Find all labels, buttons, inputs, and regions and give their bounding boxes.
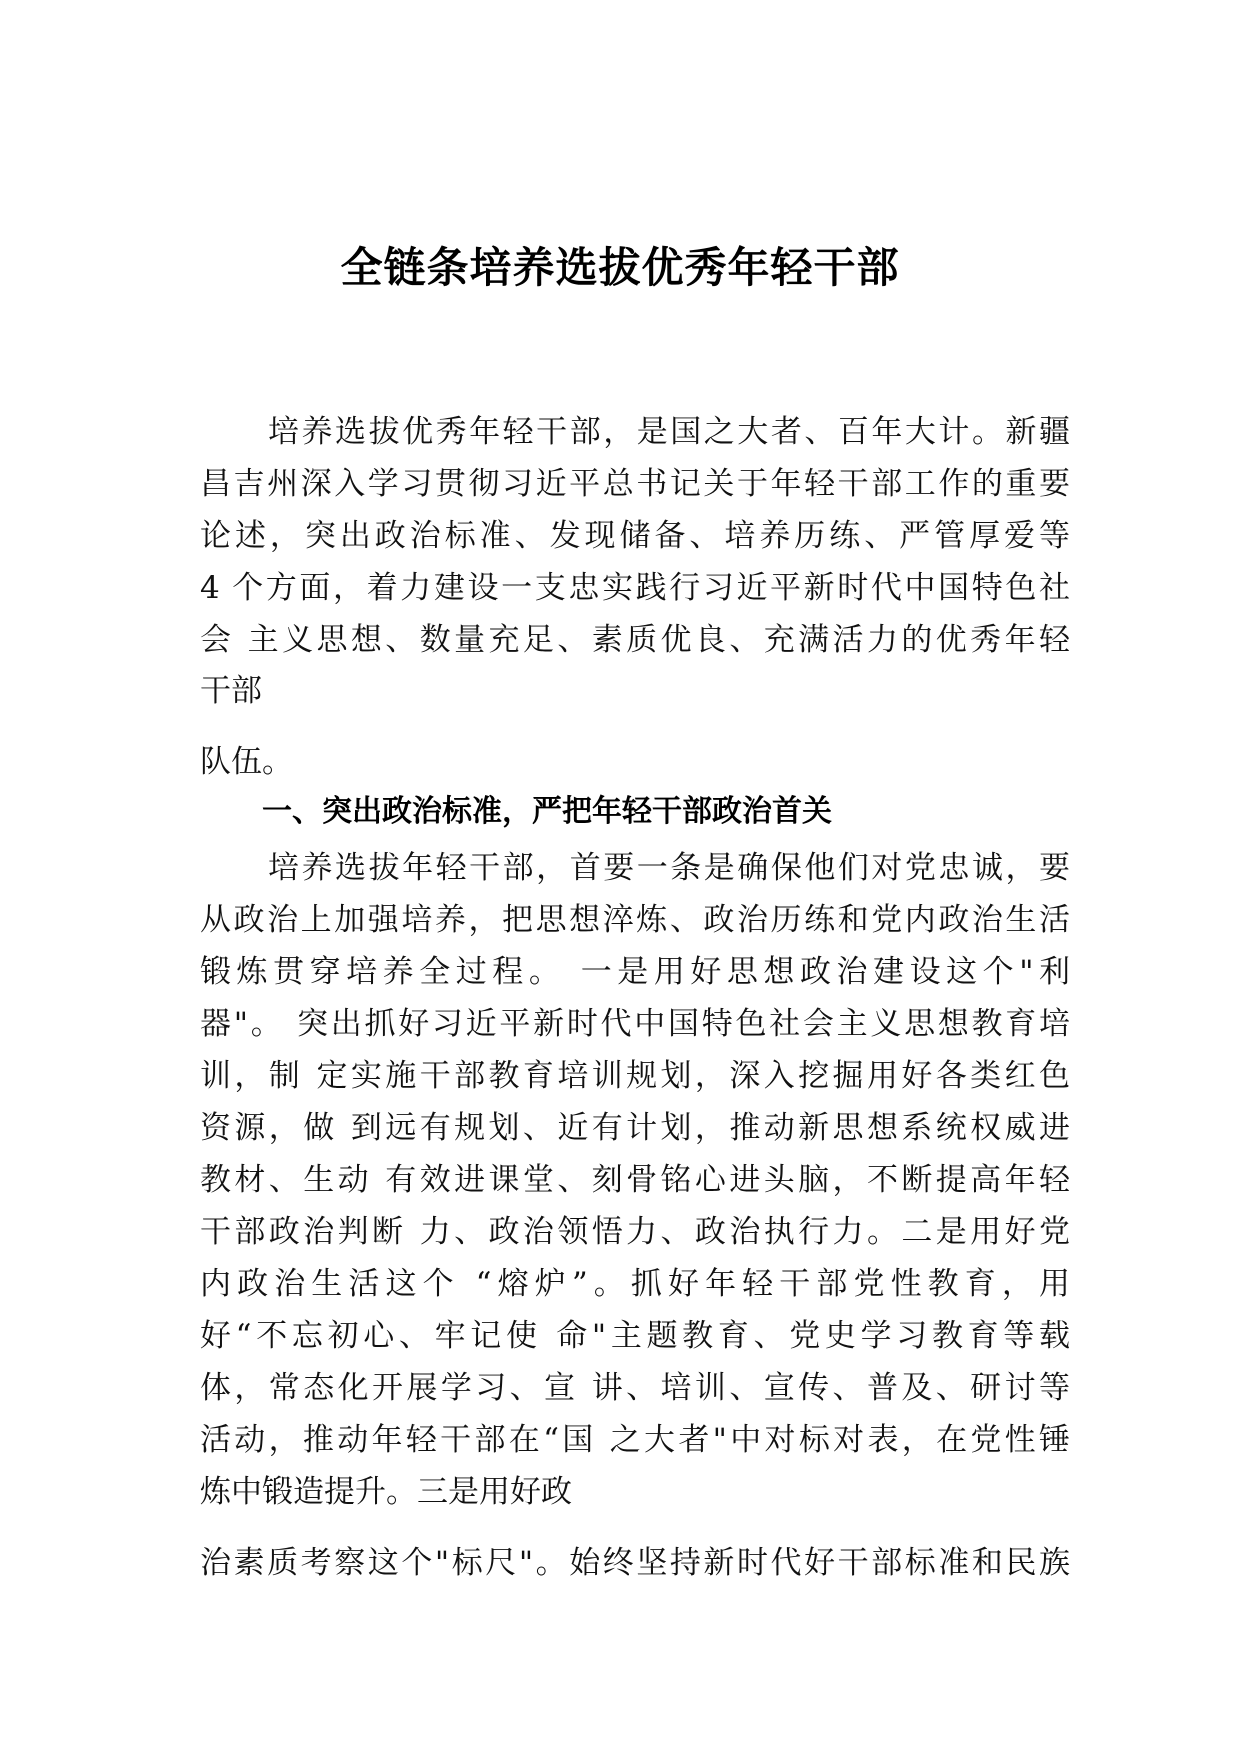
- body-line: 教材、生动 有效进课堂、刻骨铭心进头脑，不断提高年轻: [200, 1162, 1070, 1198]
- body-line: 器"。 突出抓好习近平新时代中国特色社会主义思想教育培: [200, 1006, 1070, 1042]
- body-line: 培养选拔年轻干部，首要一条是确保他们对党忠诚，要: [268, 850, 1070, 886]
- body-line: 内政治生活这个 “熔炉”。抓好年轻干部党性教育，用: [200, 1266, 1070, 1302]
- document-title: 全链条培养选拔优秀年轻干部: [340, 243, 900, 292]
- intro-line: 4 个方面，着力建设一支忠实践行习近平新时代中国特色社: [200, 570, 1070, 606]
- body-line: 治素质考察这个"标尺"。始终坚持新时代好干部标准和民族: [200, 1545, 1070, 1581]
- body-line: 活动，推动年轻干部在“国 之大者"中对标对表，在党性锤: [200, 1422, 1070, 1458]
- body-line: 炼中锻造提升。三是用好政: [200, 1474, 572, 1510]
- body-line: 从政治上加强培养，把思想淬炼、政治历练和党内政治生活: [200, 902, 1070, 938]
- section-heading: 一、突出政治标准，严把年轻干部政治首关: [262, 794, 832, 829]
- body-line: 好“不忘初心、牢记使 命"主题教育、党史学习教育等载: [200, 1318, 1070, 1354]
- body-line: 体，常态化开展学习、宣 讲、培训、宣传、普及、研讨等: [200, 1370, 1070, 1406]
- intro-line: 昌吉州深入学习贯彻习近平总书记关于年轻干部工作的重要: [200, 466, 1070, 502]
- intro-line: 队伍。: [200, 744, 293, 780]
- intro-line: 论述，突出政治标准、发现储备、培养历练、严管厚爱等: [200, 518, 1070, 554]
- body-line: 资源，做 到远有规划、近有计划，推动新思想系统权威进: [200, 1110, 1070, 1146]
- intro-line: 培养选拔优秀年轻干部，是国之大者、百年大计。新疆: [268, 414, 1070, 450]
- intro-line: 会 主义思想、数量充足、素质优良、充满活力的优秀年轻: [200, 622, 1070, 658]
- body-line: 干部政治判断 力、政治领悟力、政治执行力。二是用好党: [200, 1214, 1070, 1250]
- body-line: 训，制 定实施干部教育培训规划，深入挖掘用好各类红色: [200, 1058, 1070, 1094]
- body-line: 锻炼贯穿培养全过程。 一是用好思想政治建设这个"利: [200, 954, 1070, 990]
- intro-line: 干部: [200, 673, 262, 709]
